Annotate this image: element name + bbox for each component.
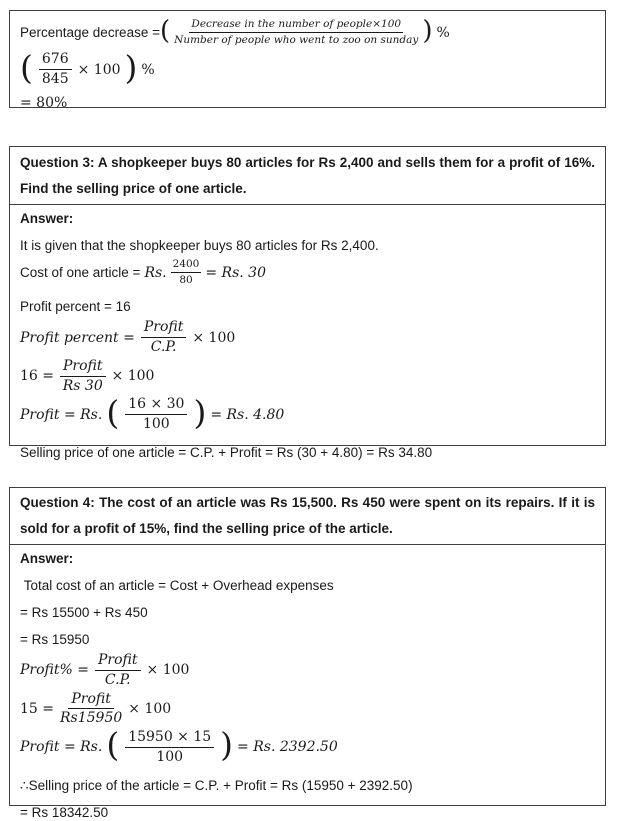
profit-lhs: Profit = Rs. [20,406,103,423]
profit-percent-statement: Profit percent = 16 [20,299,131,315]
fraction-numerator: 16 × 30 [125,396,187,415]
total-cost-statement: Total cost of an article = Cost + Overhead expenses [20,578,334,593]
answer-label: Answer: [20,211,74,226]
substitution-lhs: 16 = [20,368,54,385]
fraction-numerator: Decrease in the number of people×100 [189,18,403,33]
profit-lhs: Profit = Rs. [20,739,103,756]
question4-box [9,487,606,820]
substitution-line [20,691,595,728]
substitution-line [20,358,595,395]
substitution-multiplier: × 100 [111,368,155,385]
question4-answer-section [10,551,605,821]
profit-calculation-line: Profit = Rs. ( $\frac{15950 \times 15}{100}$ ) = Rs. 2392.50 [20,725,338,765]
percentage-decrease-formula-line: Percentage decrease = ( $\frac{\text{Decrease in the number of people×100}}{\text{Number of people who went to zoo on sunday}}$ ) % [20,15,450,47]
substitution-fraction [60,691,122,728]
fraction-numerator: 2400 [171,258,202,273]
selling-price-statement: ∴Selling price of the article = C.P. + Profit = Rs (15950 + 2392.50) [20,777,413,793]
header-divider [10,204,605,205]
profit-result: = Rs. 4.80 [210,406,285,423]
header-divider [10,544,605,545]
question3-answer-section [10,211,605,466]
cost-result: = Rs. 30 [205,264,266,281]
fraction-numerator: Profit [141,319,187,338]
formula-fraction [141,319,187,356]
fraction-numerator: Profit [60,358,106,377]
calculation-line: ( $\frac{676}{845}$ × 100 ) % [20,47,155,88]
question4-header: Question 4: The cost of an article was Rs 15,500. Rs 450 were spent on its repairs. If it is sold for a profit of 15%, find the selling price of the article. [20,495,595,536]
final-result-statement: = Rs 18342.50 [20,804,109,820]
formula-lhs: Profit% = [20,662,89,679]
profit-fraction [125,729,214,766]
rs-symbol: Rs. [144,264,167,281]
result-value: = 80% [20,94,68,111]
cost-prefix: Cost of one article = [20,265,141,281]
formula-fraction [95,652,141,689]
fraction-denominator: Rs15950 [60,710,123,727]
substitution-lhs: 15 = [20,700,54,717]
fraction-numerator: 676 [39,51,72,70]
question3-box [9,146,606,461]
profit-formula-line [20,319,595,356]
total-value-statement: = Rs 15950 [20,632,90,647]
profit-formula-line [20,652,595,689]
question3-header: Question 3: A shopkeeper buys 80 articles for Rs 2,400 and sells them for a profit of 16%. Find the selling price of one article. [20,155,595,196]
fraction-numerator: Profit [95,652,141,671]
result-line [20,95,595,111]
fraction-denominator: 100 [142,416,170,433]
profit-result: = Rs. 2392.50 [237,739,338,756]
cost-sum-statement: = Rs 15500 + Rs 450 [20,605,148,620]
fraction-denominator: C.P. [150,339,177,356]
percentage-decrease-box [9,10,606,111]
formula-multiplier: × 100 [146,662,190,679]
selling-price-statement: Selling price of one article = C.P. + Profit = Rs (30 + 4.80) = Rs 34.80 [20,445,433,461]
calculation-fraction [39,51,72,88]
fraction-denominator: 80 [179,274,193,287]
fraction-denominator: C.P. [104,671,131,688]
fraction-denominator: Number of people who went to zoo on sunday [174,34,419,47]
cost-fraction [171,258,202,287]
fraction-denominator: 845 [41,71,69,88]
fraction-denominator: Rs 30 [62,377,103,394]
given-statement: It is given that the shopkeeper buys 80 articles for Rs 2,400. [20,238,379,253]
profit-calculation-line: Profit = Rs. ( $\frac{16 \times 30}{100}$ ) = Rs. 4.80 [20,392,285,433]
answer-label: Answer: [20,551,74,566]
profit-fraction [125,396,187,433]
formula-lhs: Profit percent = [20,329,135,346]
formula-fraction [174,18,418,47]
formula-multiplier: × 100 [192,329,236,346]
substitution-fraction [60,358,106,395]
formula-prefix: Percentage decrease = [20,25,160,41]
percent-sign: % [436,24,450,41]
substitution-multiplier: × 100 [128,700,172,717]
fraction-denominator: 100 [156,748,184,765]
cost-per-article-line [20,258,595,287]
fraction-numerator: 15950 × 15 [125,729,214,748]
multiplier: × 100 [77,61,121,78]
fraction-numerator: Profit [68,691,114,710]
percent-sign: % [141,61,155,78]
